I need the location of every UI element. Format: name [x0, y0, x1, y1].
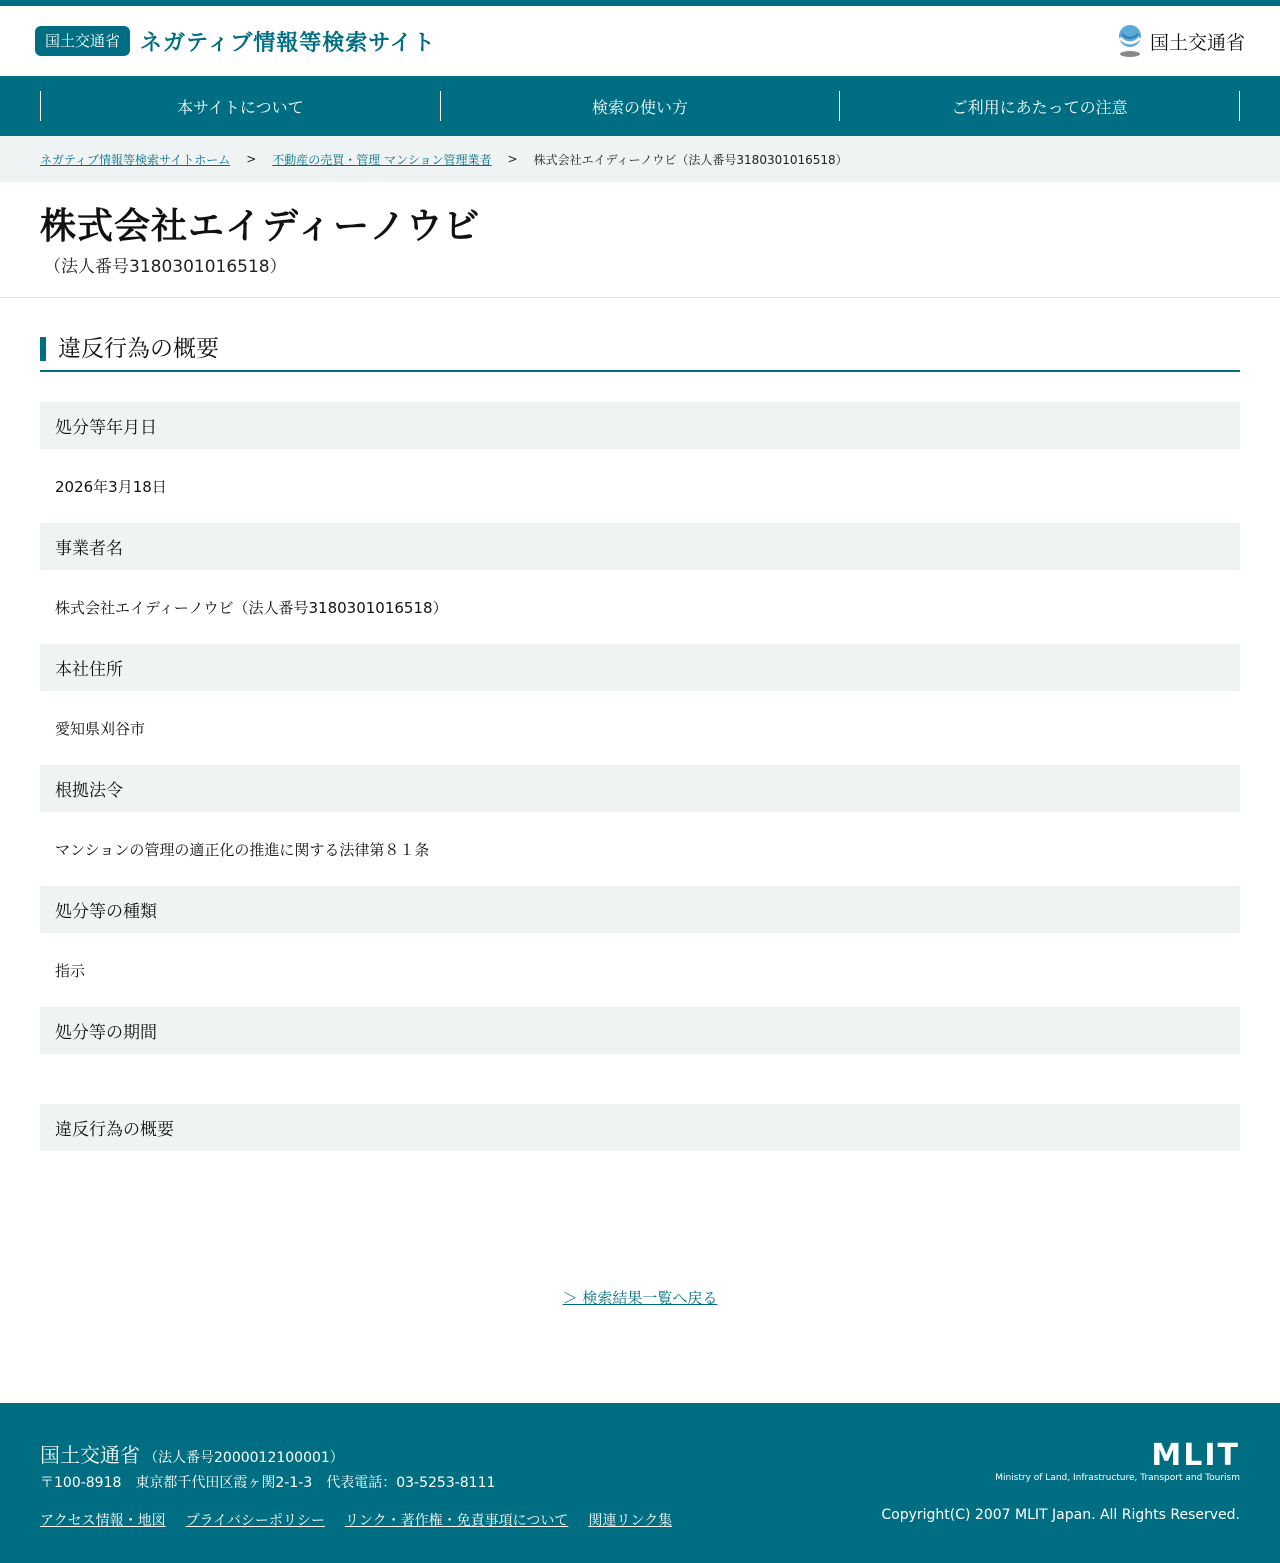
ministry-logo-text: 国土交通省: [1149, 31, 1245, 54]
mlit-logo-text: MLIT: [1151, 1438, 1240, 1473]
section-heading-text: 違反行為の概要: [40, 337, 219, 361]
footer-link-access[interactable]: アクセス情報・地図: [40, 1513, 166, 1529]
detail-value-date: 2026年3月18日: [55, 477, 167, 496]
detail-label-legal-basis: 根拠法令: [40, 765, 1240, 812]
page-title: 株式会社エイディーノウビ: [40, 206, 481, 247]
breadcrumb-separator: >: [507, 152, 518, 166]
mlit-logo-subtitle: Ministry of Land, Infrastructure, Transport and Tourism: [995, 1473, 1240, 1483]
ministry-logo[interactable]: [1116, 24, 1245, 58]
global-nav: [0, 76, 1280, 136]
section-heading: [40, 338, 1240, 372]
site-footer: [0, 1403, 1280, 1563]
breadcrumb-current: 株式会社エイディーノウビ（法人番号3180301016518）: [533, 152, 848, 167]
detail-label-date: 処分等年月日: [40, 402, 1240, 449]
corporate-number: （法人番号3180301016518）: [44, 257, 287, 277]
detail-value-business-name: 株式会社エイディーノウビ（法人番号3180301016518）: [55, 598, 448, 617]
footer-link-privacy[interactable]: プライバシーポリシー: [185, 1513, 325, 1529]
footer-mlit-logo: [995, 1438, 1240, 1483]
site-title: ネガティブ情報等検索サイト: [140, 30, 436, 56]
ministry-emblem-icon: [1116, 24, 1144, 58]
nav-item-usage-notes[interactable]: ご利用にあたっての注意: [839, 91, 1240, 121]
footer-ministry-name-text: 国土交通省: [40, 1443, 140, 1467]
detail-list: [40, 402, 1240, 1211]
title-block: [0, 182, 1280, 298]
nav-item-about[interactable]: 本サイトについて: [40, 91, 440, 121]
detail-label-disposition-type: 処分等の種類: [40, 886, 1240, 933]
detail-value-violation-summary: [40, 1151, 1240, 1211]
detail-label-business-name: 事業者名: [40, 523, 1240, 570]
footer-copyright: Copyright(C) 2007 MLIT Japan. All Rights Reserved.: [881, 1507, 1240, 1523]
detail-value-disposition-type: 指示: [55, 961, 86, 980]
footer-corp-number: （法人番号2000012100001）: [144, 1450, 344, 1466]
detail-value-address: 愛知県刈谷市: [55, 719, 146, 738]
breadcrumb-home-link[interactable]: ネガティブ情報等検索サイトホーム: [40, 152, 231, 167]
detail-label-disposition-period: 処分等の期間: [40, 1007, 1240, 1054]
back-link-area: [40, 1227, 1240, 1403]
site-header: [0, 6, 1280, 76]
footer-link-copyright[interactable]: リンク・著作権・免責事項について: [344, 1513, 569, 1529]
footer-address: 〒100-8918 東京都千代田区霞ヶ関2-1-3 代表電話：03-5253-8111: [40, 1475, 496, 1491]
footer-link-related[interactable]: 関連リンク集: [588, 1513, 673, 1529]
detail-value-legal-basis: マンションの管理の適正化の推進に関する法律第８１条: [55, 840, 430, 859]
detail-value-disposition-period: [40, 1054, 1240, 1104]
breadcrumb-category-link[interactable]: 不動産の売買・管理 マンション管理業者: [272, 152, 492, 167]
detail-label-violation-summary: 違反行為の概要: [40, 1104, 1240, 1151]
detail-label-address: 本社住所: [40, 644, 1240, 691]
site-brand[interactable]: [35, 26, 436, 57]
ministry-badge: 国土交通省: [35, 26, 130, 56]
nav-item-how-to-search[interactable]: 検索の使い方: [440, 91, 840, 121]
main-content: [0, 298, 1280, 1403]
back-to-results-link[interactable]: ＞ 検索結果一覧へ戻る: [562, 1289, 718, 1307]
breadcrumb-separator: >: [246, 152, 257, 166]
breadcrumb: [0, 136, 1280, 182]
